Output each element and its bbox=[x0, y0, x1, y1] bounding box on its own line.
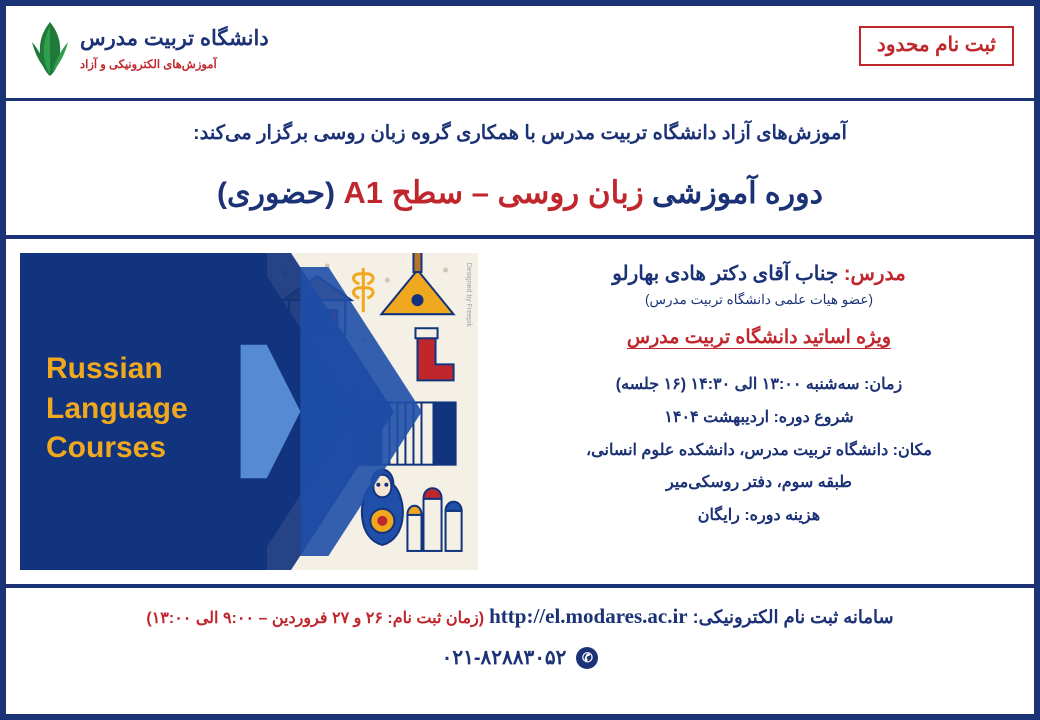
registration-time: (زمان ثبت نام: ۲۶ و ۲۷ فروردین – ۹:۰۰ الی ۱۳:۰۰) bbox=[146, 610, 485, 627]
teacher-line bbox=[514, 261, 1004, 286]
title-prefix: دوره آموزشی bbox=[652, 177, 823, 210]
teacher-name: جناب آقای دکتر هادی بهارلو bbox=[612, 263, 839, 285]
intro-line: آموزش‌های آزاد دانشگاه تربیت مدرس با همکاری گروه زبان روسی برگزار می‌کند: bbox=[193, 122, 847, 144]
list-item: شروع دوره: اردیبهشت ۱۴۰۴ bbox=[664, 408, 854, 426]
artwork-title-line3: Courses bbox=[46, 431, 167, 465]
tree-logo-icon bbox=[30, 20, 70, 78]
logo-title: دانشگاه تربیت مدرس bbox=[80, 27, 269, 51]
phone-number: ۰۲۱-۸۲۸۸۳۰۵۲ bbox=[441, 647, 567, 669]
special-note: ویژه اساتید دانشگاه تربیت مدرس bbox=[626, 327, 892, 348]
artwork-title bbox=[46, 349, 188, 468]
registration-label: سامانه ثبت نام الکترونیکی: bbox=[692, 607, 894, 627]
poster-inner bbox=[6, 6, 1034, 714]
list-item: زمان: سه‌شنبه ۱۳:۰۰ الی ۱۴:۳۰ (۱۶ جلسه) bbox=[615, 376, 903, 393]
title-course: زبان روسی – سطح A1 bbox=[343, 175, 644, 210]
teacher-label: مدرس: bbox=[843, 263, 906, 285]
artwork-title-line2: Language bbox=[46, 391, 188, 425]
list-item: طبقه سوم، دفتر روسکی‌میر bbox=[666, 474, 852, 492]
phone-row bbox=[26, 645, 1014, 670]
artwork-credit: Designed by Freepik bbox=[465, 262, 472, 327]
page-title bbox=[46, 175, 994, 211]
title-mode: (حضوری) bbox=[217, 177, 336, 210]
course-details bbox=[496, 239, 1034, 584]
course-artwork bbox=[20, 253, 478, 570]
registration-line bbox=[26, 604, 1014, 629]
artwork-title-line1: Russian bbox=[46, 352, 163, 385]
logo-text bbox=[80, 27, 269, 70]
list-item: هزینه دوره: رایگان bbox=[697, 507, 821, 525]
meta-list bbox=[514, 369, 1004, 533]
artwork-wrapper bbox=[6, 239, 496, 584]
teacher-affiliation: (عضو هیات علمی دانشگاه تربیت مدرس) bbox=[645, 292, 873, 307]
header bbox=[6, 6, 1034, 101]
university-logo bbox=[30, 20, 269, 78]
content bbox=[6, 239, 1034, 588]
title-block bbox=[6, 101, 1034, 239]
list-item: مکان: دانشگاه تربیت مدرس، دانشکده علوم انسانی، bbox=[585, 441, 932, 459]
phone-icon: ✆ bbox=[576, 647, 598, 669]
footer bbox=[6, 588, 1034, 680]
registration-url[interactable]: http://el.modares.ac.ir bbox=[489, 604, 688, 628]
status-badge: ثبت نام محدود bbox=[859, 26, 1014, 66]
logo-subtitle: آموزش‌های الکترونیکی و آزاد bbox=[80, 58, 217, 71]
